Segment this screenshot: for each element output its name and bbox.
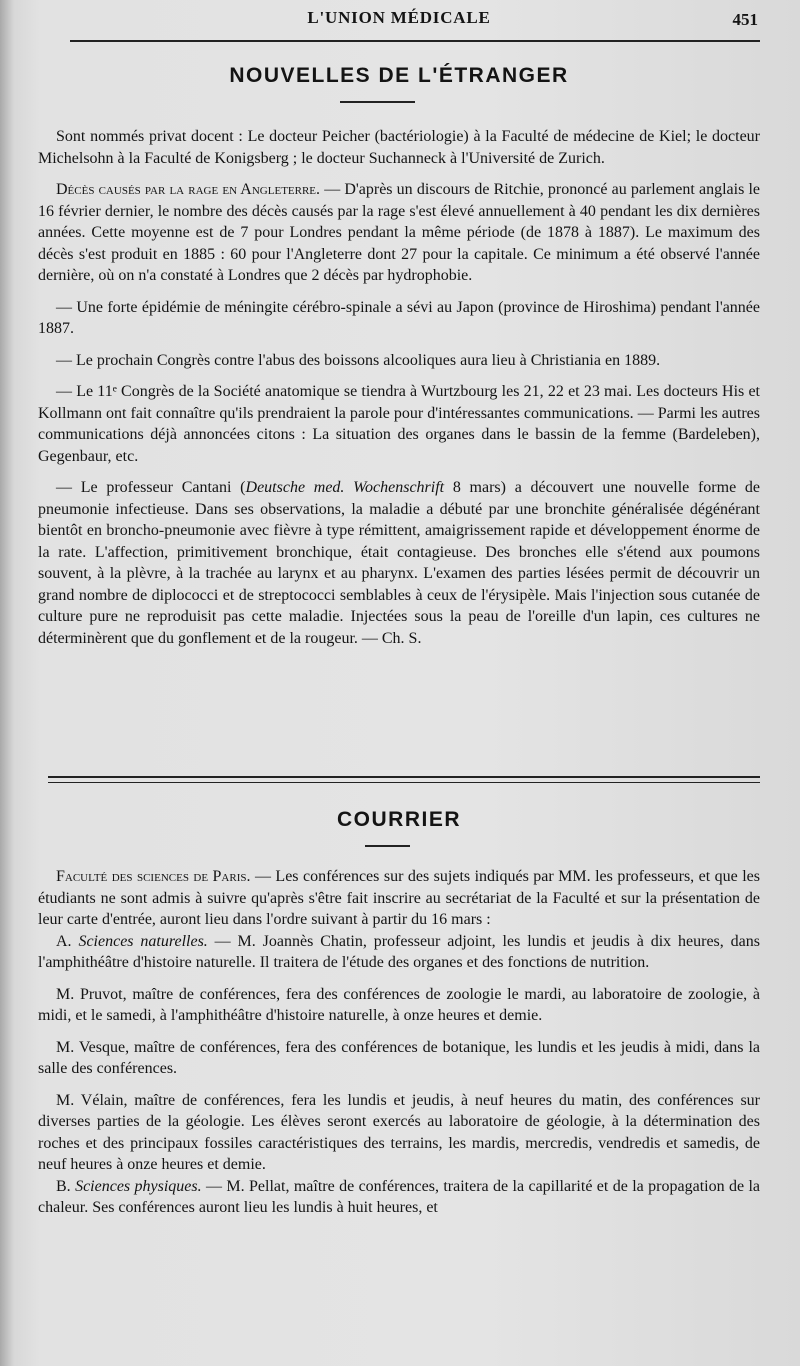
section-title-courrier: COURRIER (336, 808, 461, 831)
paragraph-vesque: M. Vesque, maître de conférences, fera des conférences de botanique, les lundis et les jeudis à midi, dans la salle des conférences. (38, 1038, 760, 1077)
section-title-underline (365, 845, 410, 847)
paragraph-text: — M. Pellat, maître de conférences, traitera de la capillarité et de la propagation de la chaleur. Ses conférences auront lieu les lundis à huit heures, et (38, 1177, 761, 1216)
item-label: A. (56, 932, 79, 950)
paragraph-pruvot: M. Pruvot, maître de conférences, fera des conférences de zoologie le mardi, au laboratoire de zoologie, à midi, et le samedi, à l'amphithéâtre d'histoire naturelle, à onze heures et demie. (38, 985, 760, 1024)
paragraph-faculte (38, 866, 760, 931)
paragraph-congres-alcool: — Le prochain Congrès contre l'abus des boissons alcooliques aura lieu à Christiania en 1889. (56, 351, 661, 369)
page-number: 451 (732, 10, 758, 29)
section-courrier-body (38, 866, 760, 1219)
header-rule (70, 40, 760, 42)
paragraph-societe-anatomique: — Le 11ᵉ Congrès de la Société anatomique se tiendra à Wurtzbourg les 21, 22 et 23 mai. Les docteurs His et Kollmann ont fait connaître qu'ils prendraient la parole pour d'intéressantes communications. — Parmi les autres communications déjà annoncées citons : La situation des organes dans le bassin de la femme (Bardeleben), Gegenbaur, etc. (38, 383, 760, 465)
paragraph-lead: Faculté des sciences de Paris. (56, 868, 251, 885)
item-heading: Sciences physiques. (75, 1177, 202, 1195)
section-divider (48, 776, 760, 783)
section-title-underline (340, 101, 415, 103)
paragraph-velain: M. Vélain, maître de conférences, fera les lundis et jeudis, à neuf heures du matin, des conférences sur diverses parties de la géologie. Les élèves seront exercés au laboratoire de géologie, à la détermination des roches et des principaux fossiles caractéristiques des terrains, les mardis, mercredis, vendredis et samedis, de neuf heures à onze heures et demie. (38, 1091, 760, 1173)
paragraph-sciences-physiques (38, 1176, 760, 1219)
paragraph-sciences-naturelles (38, 931, 760, 974)
paragraph-text: 8 mars) a découvert une nouvelle forme de pneumonie infectieuse. Dans ses observations, la maladie a débuté par une bronchite généralisée dégénérant bientôt en broncho-pneumonie avec fièvre à type rémittent, amaigrissement rapide et développement énorme de la rate. L'affection, primitivement bronchique, était contagieuse. Des bronches elle s'étend aux poumons souvent, à la plèvre, à la trachée au larynx et au pharynx. L'examen des parties lésées permit de découvrir un grand nombre de diplococci et de streptococci semblables à ceux de l'érysipèle. Mais l'injection sous cutanée de culture pure ne reproduisit pas cette maladie. Injectées sous la peau de l'oreille d'un lapin, ces cultures ne déterminèrent que du gonflement et de la rougeur. — Ch. S. (38, 479, 761, 647)
section-nouvelles-body (38, 126, 760, 649)
paragraph-text: — M. Joannès Chatin, professeur adjoint, les lundis et jeudis à dix heures, dans l'amphithéâtre d'histoire naturelle. Il traitera de l'étude des organes et des fonctions de nutrition. (38, 932, 760, 971)
paragraph-cantani (38, 477, 760, 649)
journal-name: Deutsche med. Wochenschrift (245, 479, 445, 496)
running-head (38, 8, 760, 32)
paragraph-text: — Les conférences sur des sujets indiqués par MM. les professeurs, et que les étudiants ne sont admis à suivre qu'après s'être fait inscrire au secrétariat de la Faculté et sur la présentation de leur carte d'entrée, auront lieu dans l'ordre suivant à partir du 16 mars : (38, 868, 760, 928)
paragraph-rage (38, 179, 760, 287)
journal-title: L'UNION MÉDICALE (307, 8, 491, 27)
paragraph-lead: Décès causés par la rage en Angleterre. (56, 181, 321, 198)
section-title-nouvelles: NOUVELLES DE L'ÉTRANGER (229, 64, 569, 87)
paragraph-privat-docent: Sont nommés privat docent : Le docteur Peicher (bactériologie) à la Faculté de médecine de Kiel; le docteur Michelsohn à la Faculté de Konigsberg ; le docteur Suchanneck à l'Université de Zurich. (38, 128, 760, 167)
paragraph-meningite: — Une forte épidémie de méningite cérébro-spinale a sévi au Japon (province de Hiroshima) pendant l'année 1887. (38, 298, 760, 337)
paragraph-text: — Le professeur Cantani ( (56, 479, 246, 496)
paragraph-text: — D'après un discours de Ritchie, prononcé au parlement anglais le 16 février dernier, le nombre des décès causés par la rage s'est élevé annuellement à 40 pendant les dix dernières années. Cette moyenne est de 7 pour Londres pendant la même période (de 1878 à 1887). Le maximum des décès s'est produit en 1885 : 60 pour l'Angleterre dont 27 pour la capitale. Ce minimum a été observé l'année dernière, où on n'a constaté à Londres que 2 décès par hydrophobie. (38, 181, 760, 284)
item-label: B. (56, 1177, 76, 1195)
item-heading: Sciences naturelles. (78, 932, 208, 950)
